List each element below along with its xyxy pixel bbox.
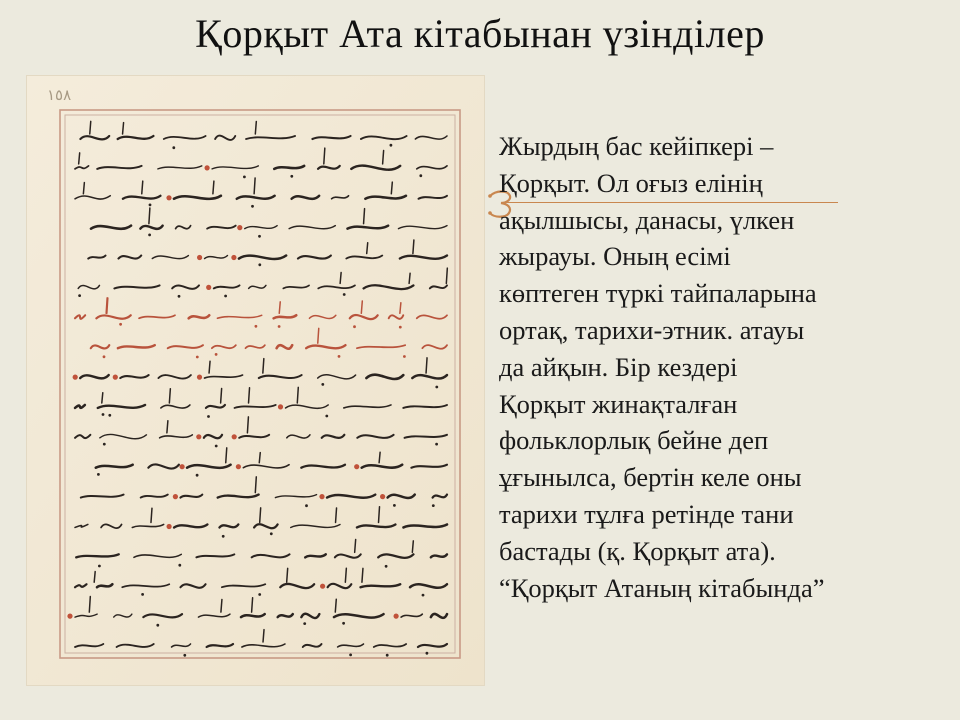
body-line: фольклорлық бейне деп: [499, 425, 769, 456]
script-dot: [215, 445, 218, 448]
body-line: тарихи тұлға ретінде тани: [499, 498, 794, 529]
script-stroke: [364, 209, 365, 224]
script-dot: [178, 295, 181, 298]
script-dot: [305, 504, 308, 507]
script-dot: [435, 386, 438, 389]
script-stroke: [400, 303, 401, 314]
script-stroke: [106, 298, 107, 313]
script-dot: [343, 293, 346, 296]
verse-separator-dot: [196, 434, 201, 439]
script-stroke: [226, 448, 227, 463]
script-dot: [390, 144, 393, 147]
verse-separator-dot: [206, 285, 211, 290]
script-stroke: [446, 268, 447, 283]
script-dot: [141, 593, 144, 596]
manuscript-image: [27, 76, 484, 685]
script-stroke: [79, 153, 80, 164]
script-dot: [108, 414, 111, 417]
script-dot: [243, 176, 246, 179]
verse-separator-dot: [380, 494, 385, 499]
script-dot: [222, 535, 225, 538]
script-dot: [196, 356, 199, 359]
script-dot: [353, 325, 356, 328]
script-dot: [102, 413, 105, 416]
script-dot: [149, 204, 152, 207]
script-stroke: [90, 121, 91, 134]
verse-separator-dot: [394, 614, 399, 619]
script-stroke: [221, 599, 222, 612]
script-stroke: [89, 597, 90, 613]
script-dot: [403, 355, 406, 358]
script-stroke: [345, 568, 346, 582]
script-stroke: [259, 453, 260, 463]
script-dot: [258, 593, 261, 596]
script-stroke: [149, 208, 150, 224]
script-dot: [393, 504, 396, 507]
script-stroke: [221, 389, 222, 403]
verse-separator-dot: [180, 464, 185, 469]
script-dot: [349, 654, 352, 657]
verse-separator-dot: [319, 494, 324, 499]
script-stroke: [379, 452, 380, 462]
body-line: Қорқыт. Ол оғыз елінің: [499, 167, 763, 198]
script-stroke: [169, 389, 170, 403]
script-dot: [278, 325, 281, 328]
script-stroke: [255, 121, 256, 134]
body-line: жырауы. Оның есімі: [499, 241, 731, 272]
script-dot: [399, 326, 402, 329]
script-stroke: [361, 301, 362, 313]
verse-separator-dot: [231, 255, 236, 260]
verse-separator-dot: [236, 464, 241, 469]
script-stroke: [209, 361, 210, 373]
verse-separator-dot: [197, 375, 202, 380]
script-dot: [325, 415, 328, 418]
script-dot: [426, 652, 429, 655]
body-line: көптеген түркі тайпаларына: [499, 278, 817, 309]
script-stroke: [151, 508, 152, 522]
script-stroke: [83, 183, 84, 194]
body-text: [499, 128, 939, 606]
script-stroke: [426, 358, 427, 373]
body-line: Жырдың бас кейіпкері –: [499, 131, 774, 161]
verse-separator-dot: [354, 464, 359, 469]
script-dot: [422, 594, 425, 597]
script-dot: [251, 205, 254, 208]
script-stroke: [383, 151, 384, 164]
script-stroke: [279, 302, 280, 313]
script-dot: [215, 353, 218, 356]
verse-separator-dot: [237, 225, 242, 230]
script-stroke: [94, 572, 95, 583]
script-stroke: [254, 178, 255, 194]
body-line: ортақ, тарихи-этник. атауы: [499, 314, 805, 345]
script-stroke: [142, 181, 143, 194]
script-stroke: [263, 630, 264, 642]
script-stroke: [247, 417, 248, 433]
script-stroke: [167, 421, 168, 433]
script-dot: [156, 624, 159, 627]
script-dot: [97, 473, 100, 476]
script-stroke: [263, 359, 264, 373]
script-stroke: [324, 148, 325, 164]
script-stroke: [391, 182, 392, 194]
script-stroke: [367, 243, 368, 254]
script-dot: [78, 294, 81, 297]
script-stroke: [409, 273, 410, 283]
script-stroke: [355, 540, 356, 553]
verse-separator-dot: [167, 524, 172, 529]
script-stroke: [297, 387, 298, 403]
script-dot: [255, 325, 258, 328]
script-dot: [103, 443, 106, 446]
script-dot: [119, 323, 122, 326]
script-dot: [432, 504, 435, 507]
script-stroke: [413, 240, 414, 254]
script-dot: [386, 654, 389, 657]
script-stroke: [249, 388, 250, 403]
script-stroke: [287, 568, 288, 582]
body-line: ұғынылса, бертін келе оны: [499, 462, 802, 493]
script-stroke: [362, 568, 363, 582]
script-stroke: [335, 599, 336, 612]
script-stroke: [318, 328, 319, 343]
verse-separator-dot: [113, 375, 118, 380]
script-stroke: [379, 507, 380, 523]
script-dot: [385, 565, 388, 568]
script-dot: [98, 565, 101, 568]
verse-separator-dot: [197, 255, 202, 260]
verse-separator-dot: [166, 195, 171, 200]
body-line: да айқын. Бір кездері: [499, 351, 738, 382]
script-stroke: [213, 181, 214, 194]
script-stroke: [255, 477, 256, 493]
script-dot: [183, 654, 186, 657]
script-dot: [270, 532, 273, 535]
script-dot: [290, 175, 293, 178]
script-dot: [148, 234, 151, 237]
verse-separator-dot: [73, 375, 78, 380]
body-line: Қорқыт жинақталған: [499, 388, 738, 419]
verse-separator-dot: [67, 614, 72, 619]
verse-separator-dot: [320, 584, 325, 589]
verse-separator-dot: [173, 494, 178, 499]
script-dot: [224, 295, 227, 298]
script-dot: [172, 146, 175, 149]
body-line: ақылшысы, данасы, үлкен: [499, 204, 795, 235]
verse-separator-dot: [232, 434, 237, 439]
script-dot: [338, 355, 341, 358]
script-stroke: [340, 273, 341, 284]
slide-title: Қорқыт Ата кітабынан үзінділер: [195, 11, 765, 56]
script-dot: [321, 383, 324, 386]
body-line: бастады (қ. Қорқыт ата).: [499, 535, 776, 566]
verse-separator-dot: [278, 404, 283, 409]
script-dot: [342, 622, 345, 625]
script-stroke: [336, 508, 337, 523]
script-stroke: [75, 405, 85, 408]
script-dot: [207, 415, 210, 418]
verse-separator-dot: [205, 165, 210, 170]
script-stroke: [102, 393, 103, 403]
script-dot: [103, 355, 106, 358]
script-stroke: [412, 541, 413, 552]
script-dot: [419, 174, 422, 177]
script-dot: [303, 622, 306, 625]
script-stroke: [123, 123, 124, 134]
script-dot: [178, 564, 181, 567]
script-stroke: [252, 598, 253, 612]
script-stroke: [260, 508, 261, 523]
script-dot: [435, 443, 438, 446]
script-dot: [258, 235, 261, 238]
script-dot: [258, 263, 261, 266]
body-line: “Қорқыт Атаның кітабында”: [499, 572, 825, 603]
script-dot: [196, 474, 199, 477]
manuscript-page-number: ١٥٨: [47, 86, 72, 104]
